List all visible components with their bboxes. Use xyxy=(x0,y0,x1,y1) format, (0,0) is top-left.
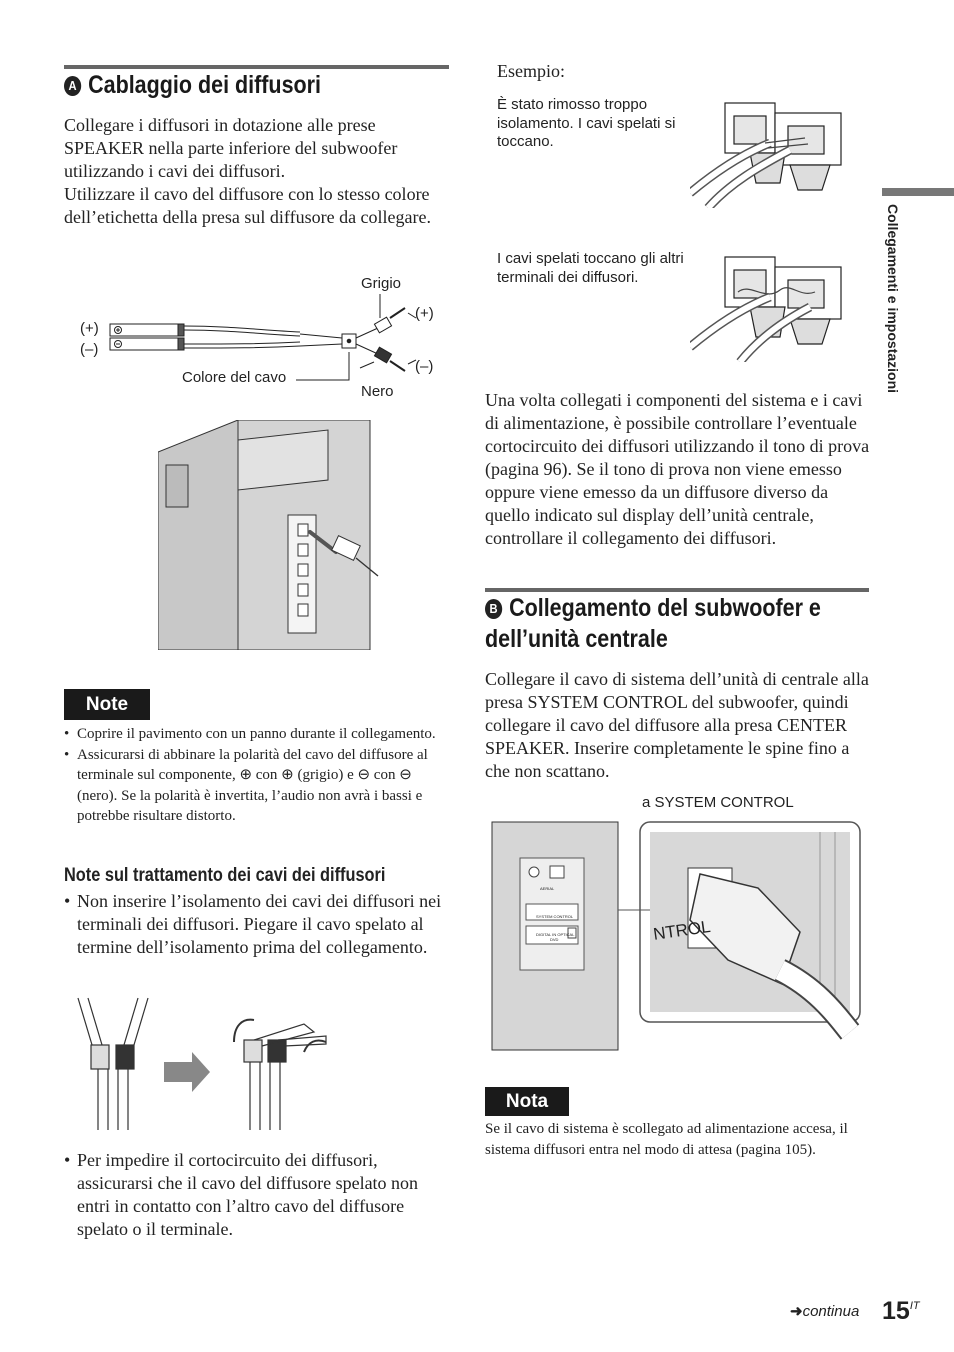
example-2-illustration xyxy=(690,252,846,362)
note-list xyxy=(64,724,449,827)
section-a-rule xyxy=(64,65,449,69)
section-b-body: Collegare il cavo di sistema dell’unità di centrale alla presa SYSTEM CONTROL del subwoofer, quindi collegare il cavo del diffusore alla presa CENTER SPEAKER. Inserire completamente le spine fino a che non scattano. xyxy=(485,669,869,781)
arrow-right-icon: ➜ xyxy=(790,1303,803,1320)
label-colore-del-cavo: Colore del cavo xyxy=(182,369,287,386)
example-case-1: È stato rimosso troppo isolamento. I cavi spelati si toccano. xyxy=(497,96,676,150)
section-a-title: Cablaggio dei diffusori xyxy=(88,71,322,99)
label-nero: Nero xyxy=(361,383,394,400)
wire-twist-illustration xyxy=(64,990,354,1130)
note-item-2: • Assicurarsi di abbinare la polarità del cavo del diffusore al terminale sul componente, ⊕ con ⊕ (grigio) e ⊖ con ⊖ (nero). Se la polarità è invertita, l’audio non avrà i bassi e potrebbe risultare distorto. xyxy=(64,745,449,827)
example-case-2: I cavi spelati toccano gli altri terminali dei diffusori. xyxy=(497,250,684,286)
section-a-badge: A xyxy=(64,76,81,96)
section-a-intro xyxy=(64,114,454,229)
nota-tag: Nota xyxy=(485,1087,569,1116)
cable-note-bullet-1: • Non inserire l’isolamento dei cavi dei diffusori nei terminali dei diffusori. Piegare il cavo spelato al termine dell’isolamento prima del collegamento. xyxy=(64,890,449,959)
section-b-title-line-1: Collegamento del subwoofer e xyxy=(509,594,821,622)
continua-label: continua xyxy=(802,1303,860,1320)
short-circuit-paragraph: Una volta collegati i componenti del sistema e i cavi di alimentazione, è possibile controllare l’eventuale cortocircuito dei diffusori utilizzando il tono di prova (pagina 96). Se il tono di prova non viene emesso oppure viene emesso da un diffusore diverso da quello indicato sul display dell’unità centrale, controllare il collegamento dei diffusori. xyxy=(485,390,870,548)
section-b-rule xyxy=(485,588,869,592)
nota-text: Se il cavo di sistema è scollegato ad alimentazione accesa, il sistema diffusori entra nel modo di attesa (pagina 105). xyxy=(485,1121,848,1158)
label-minus-left: (–) xyxy=(80,341,99,358)
section-b-badge: B xyxy=(485,599,502,619)
side-tab-marker xyxy=(882,188,954,196)
note-item-1: • Coprire il pavimento con un panno durante il collegamento. xyxy=(64,724,449,745)
zoom-panel-text: NTROL xyxy=(652,916,712,944)
label-plus-left: (+) xyxy=(80,320,99,337)
panel-optical-label: DIGITAL IN OPTICAL xyxy=(536,932,575,937)
section-b-title-line-2: dell’unità centrale xyxy=(485,625,668,653)
label-plus-right: (+) xyxy=(415,305,434,322)
page-number-suffix: IT xyxy=(909,1300,920,1312)
cable-note-bullet-2: • Per impedire il cortocircuito dei diffusori, assicurarsi che il cavo del diffusore spelato non entri in contatto con l’altro cavo del diffusore spelato o il terminale. xyxy=(64,1149,449,1241)
section-b-heading xyxy=(485,593,821,655)
note-tag: Note xyxy=(64,689,150,720)
example-heading: Esempio: xyxy=(497,61,565,81)
cable-notes-list-1 xyxy=(64,890,449,959)
panel-system-control-label: SYSTEM CONTROL xyxy=(536,914,574,919)
continua-footer xyxy=(790,1302,859,1320)
system-control-label: a SYSTEM CONTROL xyxy=(642,794,794,811)
page-number-value: 15 xyxy=(882,1297,910,1325)
section-a-heading xyxy=(64,70,321,101)
panel-aerial-label: AERIAL xyxy=(540,886,555,891)
subwoofer-speaker-terminals-illustration xyxy=(158,420,380,650)
label-minus-right: (–) xyxy=(415,358,434,375)
cable-notes-list-2 xyxy=(64,1149,449,1241)
example-1-illustration xyxy=(690,98,846,208)
panel-dvd-label: DVD xyxy=(550,937,559,942)
side-section-label: Collegamenti e impostazioni xyxy=(885,204,901,394)
section-a-intro-2: Utilizzare il cavo del diffusore con lo stesso colore dell’etichetta della presa sul diffusore da collegare. xyxy=(64,184,432,227)
page-number xyxy=(882,1297,920,1326)
section-a-intro-1: Collegare i diffusori in dotazione alle prese SPEAKER nella parte inferiore del subwoofer utilizzando i cavi dei diffusori. xyxy=(64,115,398,181)
cable-notes-title: Note sul trattamento dei cavi dei diffusori xyxy=(64,865,386,886)
label-grigio: Grigio xyxy=(361,275,402,292)
